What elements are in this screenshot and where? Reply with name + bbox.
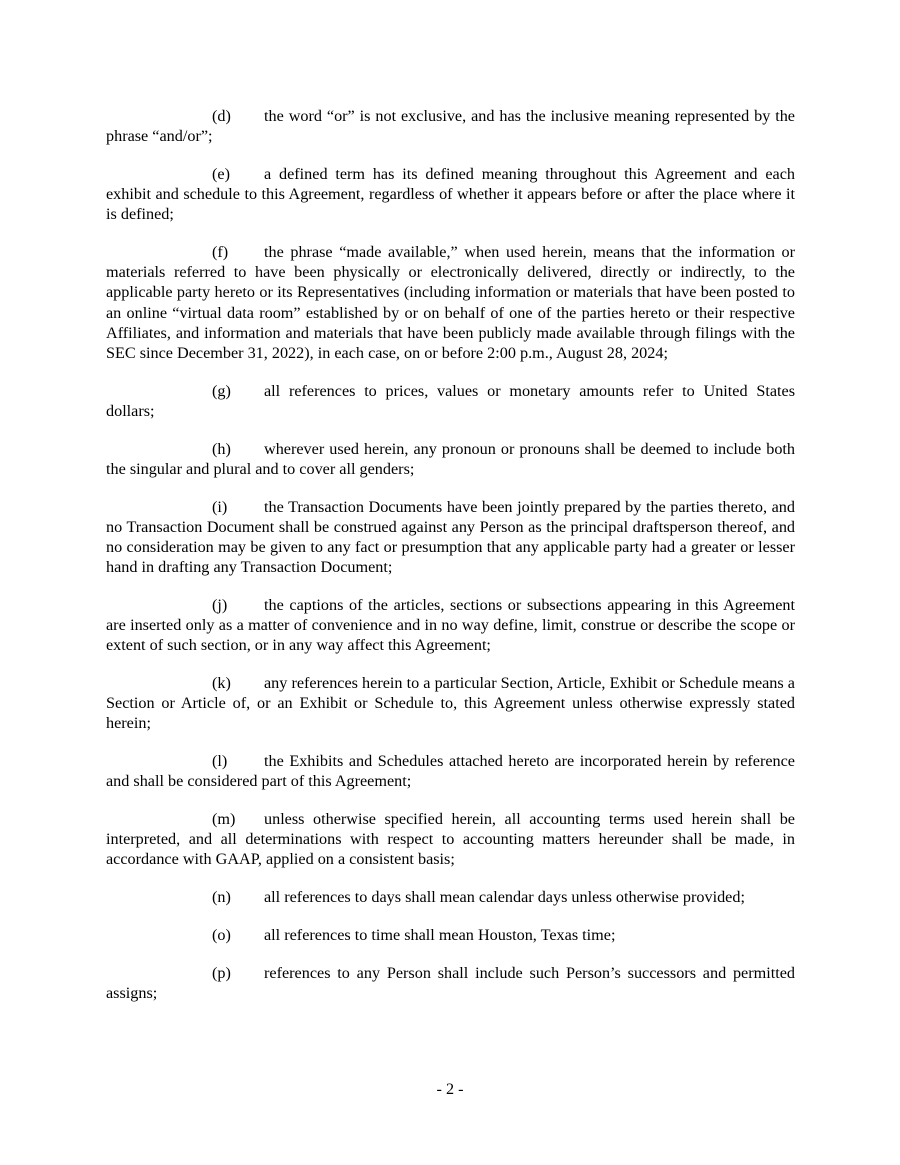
clause-label: (i) [212, 497, 228, 516]
clause-label: (o) [212, 925, 231, 944]
clause-text: all references to time shall mean Houston, Texas time; [264, 925, 616, 944]
clause-f [106, 242, 795, 363]
clause-text: a defined term has its defined meaning throughout this Agreement and each exhibit and schedule to this Agreement, regardless of whether it appears before or after the place where it is defined; [106, 164, 795, 224]
clause-d [106, 106, 795, 146]
clause-text: the Exhibits and Schedules attached hereto are incorporated herein by reference and shall be considered part of this Agreement; [106, 752, 795, 791]
clause-label: (k) [212, 673, 231, 692]
clause-label: (m) [212, 809, 236, 828]
clause-m [106, 809, 795, 870]
clause-g [106, 381, 795, 421]
document-body [106, 106, 795, 1020]
page-number: - 2 - [436, 1080, 464, 1098]
clause-text: the captions of the articles, sections or subsections appearing in this Agreement are inserted only as a matter of convenience and in no way define, limit, construe or describe the scope or extent of such section, or in any way affect this Agreement; [106, 595, 795, 655]
clause-i [106, 497, 795, 578]
clause-text: any references herein to a particular Section, Article, Exhibit or Schedule means a Section or Article of, or an Exhibit or Schedule to, this Agreement unless otherwise expressly stated herein; [106, 673, 795, 733]
clause-label: (l) [212, 752, 228, 771]
clause-label: (n) [212, 888, 231, 907]
clause-label: (p) [212, 963, 231, 982]
clause-h [106, 439, 795, 479]
clause-l [106, 751, 795, 791]
clause-k [106, 673, 795, 734]
clause-text: the Transaction Documents have been jointly prepared by the parties thereto, and no Transaction Document shall be construed against any Person as the principal draftsperson thereof, and no consideration may be given to any fact or presumption that any applicable party had a greater or lesser hand in drafting any Transaction Document; [106, 497, 795, 577]
clause-text: unless otherwise specified herein, all accounting terms used herein shall be interpreted, and all determinations with respect to accounting matters hereunder shall be made, in accordance with GAAP, applied on a consistent basis; [106, 809, 795, 869]
clause-j [106, 595, 795, 656]
clause-text: wherever used herein, any pronoun or pronouns shall be deemed to include both the singular and plural and to cover all genders; [106, 439, 795, 478]
clause-text: references to any Person shall include such Person’s successors and permitted assigns; [106, 963, 795, 1002]
clause-text: the phrase “made available,” when used herein, means that the information or materials referred to have been physically or electronically delivered, directly or indirectly, to the applicable party hereto or its Representatives (including information or materials that have been posted to an online “virtual data room” established by or on behalf of one of the parties hereto or their respective Affiliates, and information and materials that have been publicly made available through filings with the SEC since December 31, 2022), in each case, on or before 2:00 p.m., August 28, 2024; [106, 243, 795, 363]
clause-n [106, 887, 795, 907]
clause-label: (f) [212, 243, 229, 262]
clause-label: (e) [212, 164, 230, 183]
clause-text: all references to prices, values or monetary amounts refer to United States dollars; [106, 381, 795, 420]
clause-e [106, 164, 795, 225]
clause-label: (g) [212, 381, 231, 400]
clause-p [106, 963, 795, 1003]
clause-text: the word “or” is not exclusive, and has the inclusive meaning represented by the phrase “and/or”; [106, 107, 795, 146]
clause-label: (h) [212, 439, 231, 458]
clause-o [106, 925, 795, 945]
clause-label: (j) [212, 595, 228, 614]
clause-label: (d) [212, 107, 231, 125]
clause-text: all references to days shall mean calendar days unless otherwise provided; [264, 888, 745, 907]
